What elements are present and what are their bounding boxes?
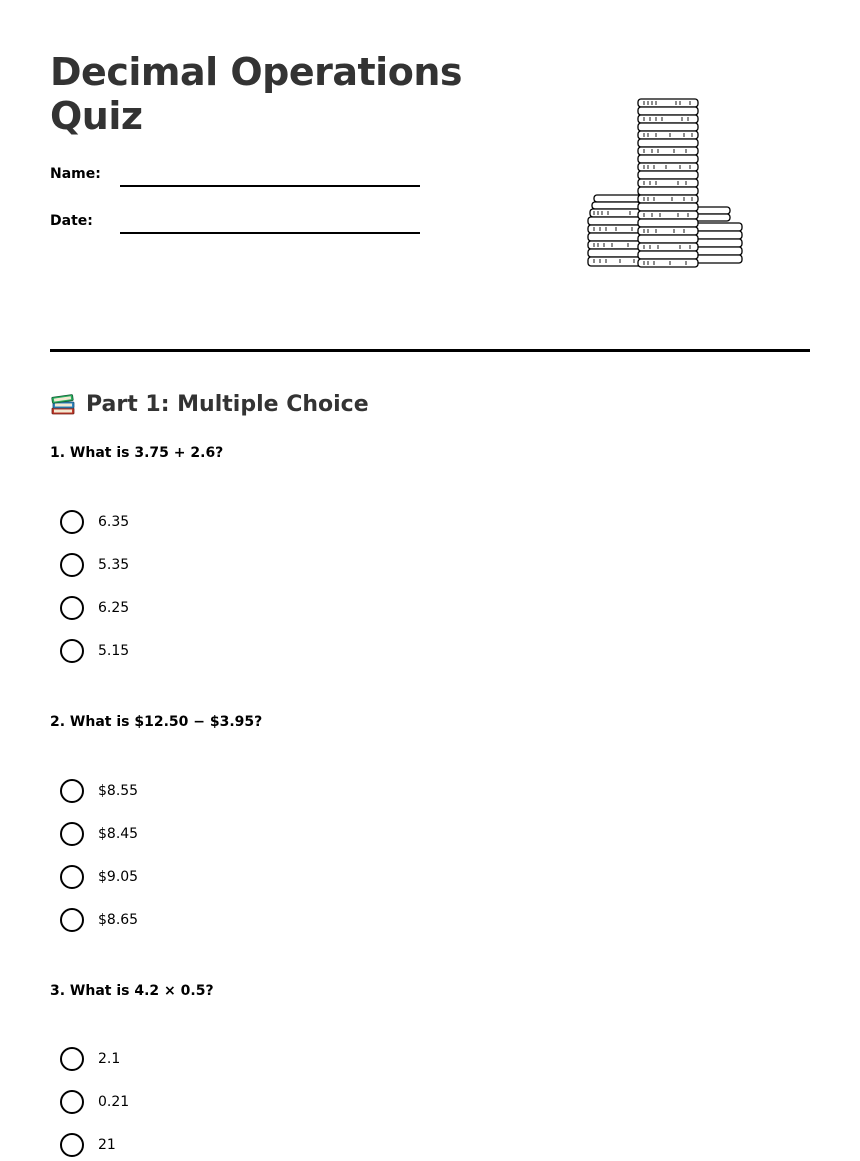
option-label: $8.55 — [98, 783, 139, 799]
radio-button[interactable] — [60, 1047, 84, 1071]
option-label: 6.35 — [98, 514, 130, 530]
option-label: 6.25 — [98, 600, 130, 616]
radio-button[interactable] — [60, 779, 84, 803]
radio-button[interactable] — [60, 1133, 84, 1157]
answer-option[interactable] — [60, 1133, 116, 1157]
answer-option[interactable] — [60, 822, 138, 846]
answer-option[interactable] — [60, 510, 129, 534]
option-label: 5.35 — [98, 557, 130, 573]
option-label: 5.15 — [98, 643, 130, 659]
radio-button[interactable] — [60, 553, 84, 577]
radio-button[interactable] — [60, 908, 84, 932]
section-heading — [50, 389, 369, 419]
option-label: $8.45 — [98, 826, 139, 842]
answer-option[interactable] — [60, 1090, 129, 1114]
answer-option[interactable] — [60, 639, 129, 663]
name-label: Name: — [50, 166, 101, 182]
radio-button[interactable] — [60, 510, 84, 534]
section-title: Part 1: Multiple Choice — [86, 391, 369, 417]
answer-option[interactable] — [60, 1047, 120, 1071]
question-text: 1. What is 3.75 + 2.6? — [50, 445, 224, 461]
radio-button[interactable] — [60, 639, 84, 663]
radio-button[interactable] — [60, 822, 84, 846]
question-text: 2. What is $12.50 − $3.95? — [50, 714, 263, 730]
option-label: $9.05 — [98, 869, 139, 885]
section-divider — [50, 349, 810, 352]
answer-option[interactable] — [60, 596, 129, 620]
books-icon — [50, 391, 76, 417]
option-label: 21 — [98, 1137, 116, 1153]
radio-button[interactable] — [60, 596, 84, 620]
option-label: $8.65 — [98, 912, 139, 928]
name-input-line[interactable] — [120, 185, 420, 187]
answer-option[interactable] — [60, 865, 138, 889]
page-title: Decimal Operations Quiz — [50, 50, 462, 138]
answer-option[interactable] — [60, 779, 138, 803]
radio-button[interactable] — [60, 865, 84, 889]
coin-stacks-icon — [586, 95, 750, 275]
option-label: 0.21 — [98, 1094, 130, 1110]
date-input-line[interactable] — [120, 232, 420, 234]
name-field[interactable] — [50, 166, 420, 190]
date-field[interactable] — [50, 213, 420, 237]
answer-option[interactable] — [60, 908, 138, 932]
option-label: 2.1 — [98, 1051, 121, 1067]
radio-button[interactable] — [60, 1090, 84, 1114]
date-label: Date: — [50, 213, 93, 229]
answer-option[interactable] — [60, 553, 129, 577]
question-text: 3. What is 4.2 × 0.5? — [50, 983, 214, 999]
